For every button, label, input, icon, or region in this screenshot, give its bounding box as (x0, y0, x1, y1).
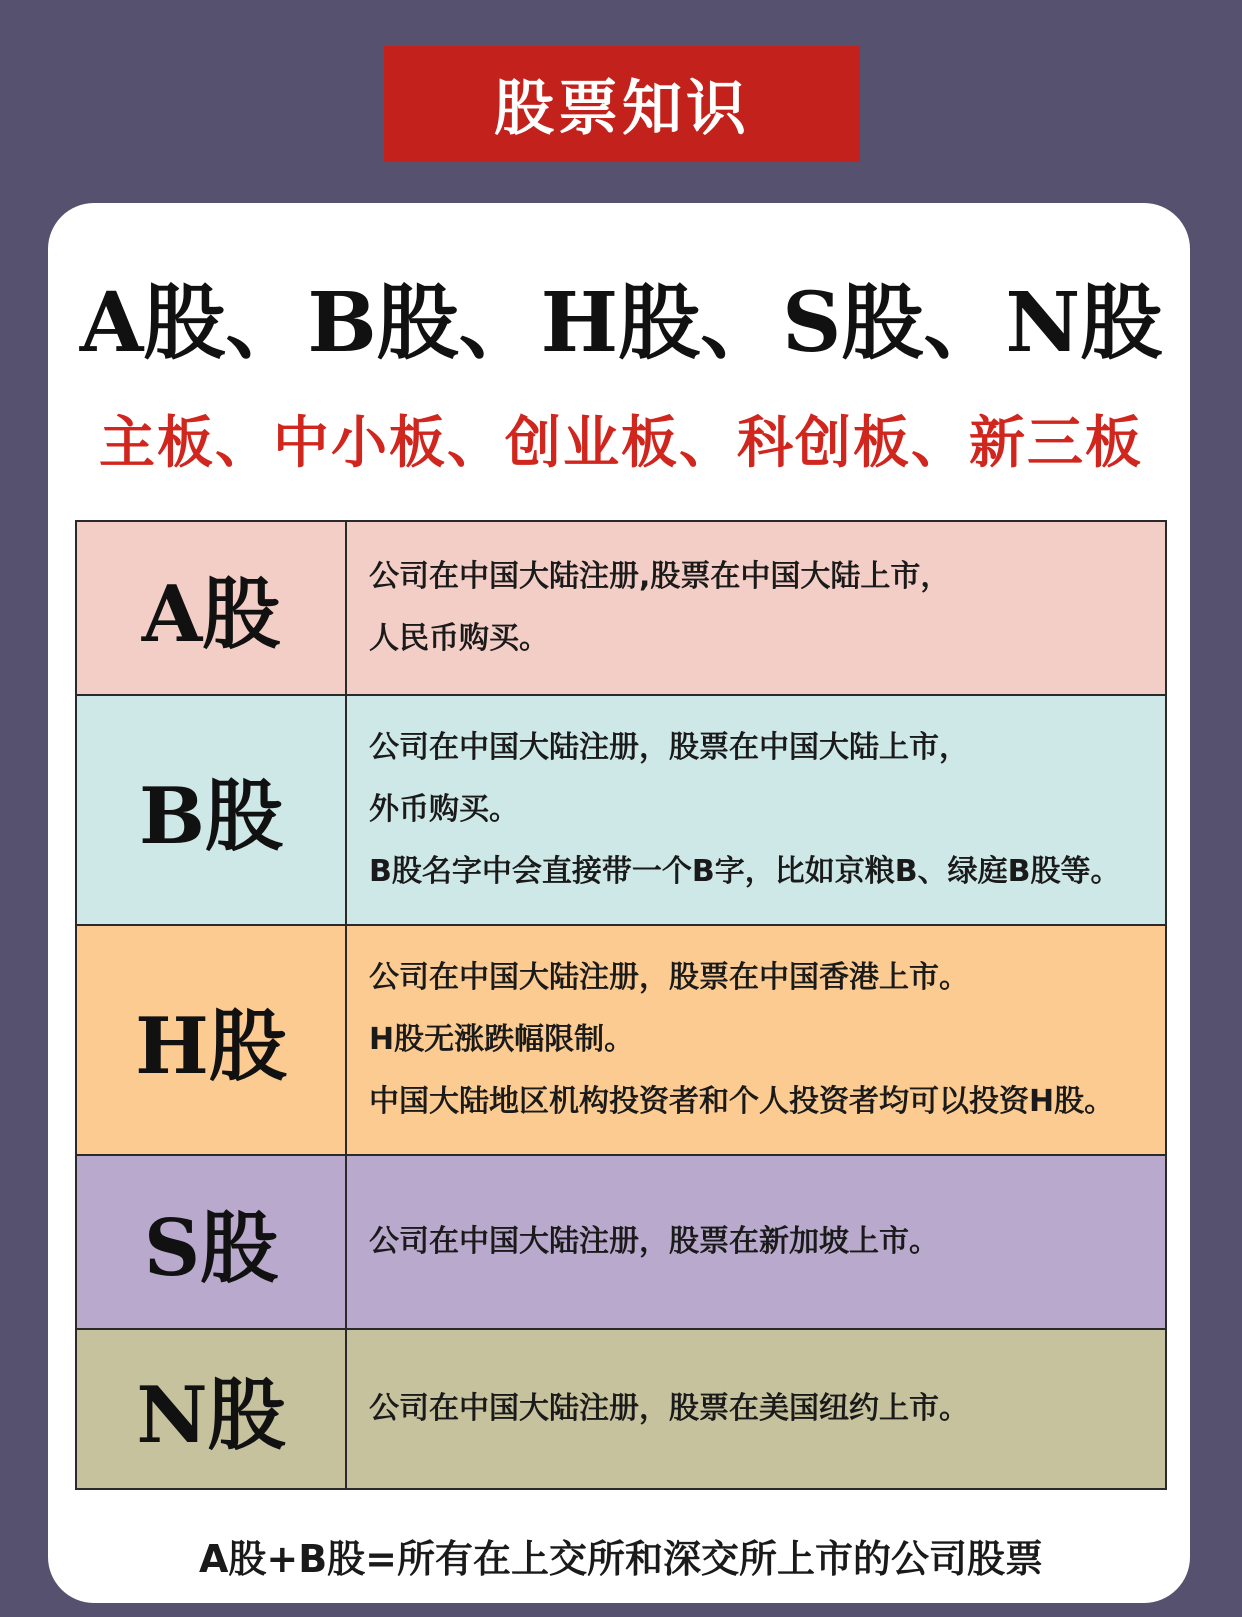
type-label-h: H股 (76, 925, 346, 1155)
description-n (346, 1329, 1166, 1489)
description-line: 人民币购买。 (369, 621, 549, 656)
table-row-h (76, 925, 1166, 1155)
headline-stock-types: A股、B股、H股、S股、N股 (79, 275, 1163, 371)
description-line: 中国大陆地区机构投资者和个人投资者均可以投资H股。 (369, 1084, 1115, 1119)
stock-types-table (75, 520, 1167, 1490)
table-row-a (76, 521, 1166, 695)
description-line: B股名字中会直接带一个B字，比如京粮B、绿庭B股等。 (369, 854, 1121, 889)
description-line: 公司在中国大陆注册，股票在美国纽约上市。 (369, 1391, 969, 1426)
description-line: 公司在中国大陆注册，股票在新加坡上市。 (369, 1224, 939, 1259)
table-row-n (76, 1329, 1166, 1489)
description-a (346, 521, 1166, 695)
type-label-b: B股 (76, 695, 346, 925)
subline-boards: 主板、中小板、创业板、科创板、新三板 (99, 411, 1143, 476)
description-line: 公司在中国大陆注册,股票在中国大陆上市， (369, 559, 951, 594)
description-b (346, 695, 1166, 925)
type-label-a: A股 (76, 521, 346, 695)
type-label-n: N股 (76, 1329, 346, 1489)
table-row-s (76, 1155, 1166, 1329)
description-h (346, 925, 1166, 1155)
description-line: 公司在中国大陆注册，股票在中国大陆上市， (369, 730, 969, 765)
footer-note: A股+B股=所有在上交所和深交所上市的公司股票 (198, 1537, 1044, 1581)
banner-title: 股票知识 (384, 46, 860, 162)
description-line: 外币购买。 (369, 792, 519, 827)
type-label-s: S股 (76, 1155, 346, 1329)
table-row-b (76, 695, 1166, 925)
description-s (346, 1155, 1166, 1329)
description-line: 公司在中国大陆注册，股票在中国香港上市。 (369, 960, 969, 995)
description-line: H股无涨跌幅限制。 (369, 1022, 635, 1057)
